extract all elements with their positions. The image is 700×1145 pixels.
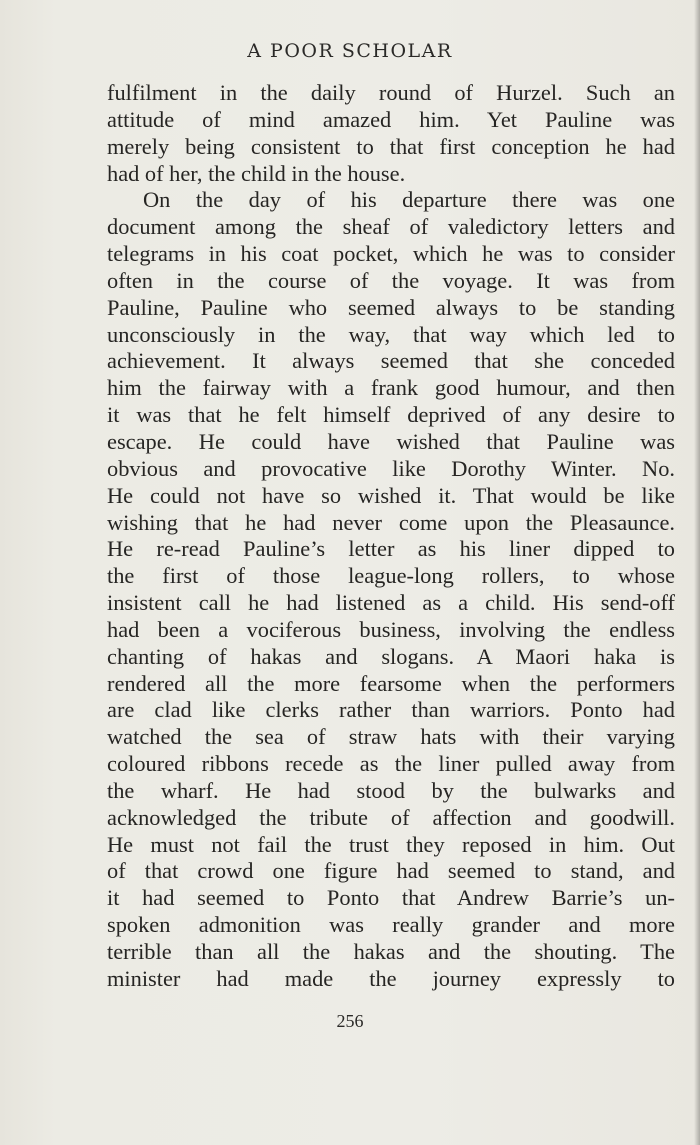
text-line: spoken admonition was really grander and more <box>107 912 675 938</box>
text-line: acknowledged the tribute of affection and goodwill. <box>107 804 675 830</box>
text-line: fulfilment in the daily round of Hurzel. Such an <box>107 80 675 105</box>
text-line: escape. He could have wished that Pauline was <box>107 428 675 454</box>
text-line: document among the sheaf of valedictory letters and <box>107 214 675 240</box>
page-edge-shadow <box>694 0 700 1145</box>
page-number: 256 <box>336 1011 364 1031</box>
paragraph-end-line: had of her, the child in the house. <box>107 160 406 186</box>
text-line: merely being consistent to that first conception he had <box>107 133 675 159</box>
text-line: terrible than all the hakas and the shouting. The <box>107 939 675 964</box>
text-line: obvious and provocative like Dorothy Winter. No. <box>107 455 675 481</box>
text-line: it was that he felt himself deprived of any desire to <box>107 402 675 428</box>
text-line: Pauline, Pauline who seemed always to be standing <box>107 294 675 320</box>
text-line: unconsciously in the way, that way which led to <box>107 321 675 347</box>
text-line: He re-read Pauline’s letter as his liner dipped to <box>107 536 675 562</box>
text-line: wishing that he had never come upon the Pleasaunce. <box>107 509 675 535</box>
text-line: achievement. It always seemed that she conceded <box>107 348 675 374</box>
text-line: chanting of hakas and slogans. A Maori haka is <box>107 643 675 669</box>
text-line: minister had made the journey expressly to <box>107 965 675 991</box>
text-line: often in the course of the voyage. It was from <box>107 267 675 293</box>
text-line: He could not have so wished it. That would be like <box>107 482 675 508</box>
text-line: telegrams in his coat pocket, which he was to consider <box>107 241 675 267</box>
text-line: it had seemed to Ponto that Andrew Barrie’s un- <box>107 885 675 911</box>
text-line: him the fairway with a frank good humour, and then <box>107 375 675 401</box>
paragraph-start-line: On the day of his departure there was one <box>143 187 675 213</box>
text-line: coloured ribbons recede as the liner pulled away from <box>107 751 675 777</box>
text-line: watched the sea of straw hats with their varying <box>107 724 675 750</box>
text-line: the first of those league-long rollers, to whose <box>107 563 675 589</box>
text-line: the wharf. He had stood by the bulwarks and <box>107 777 675 803</box>
text-line: attitude of mind amazed him. Yet Pauline was <box>107 106 675 132</box>
text-line: insistent call he had listened as a child. His send-off <box>107 590 675 616</box>
text-line: rendered all the more fearsome when the performers <box>107 670 675 696</box>
body-text <box>107 80 675 993</box>
running-head: A POOR SCHOLAR <box>247 40 453 62</box>
text-line: He must not fail the trust they reposed in him. Out <box>107 831 675 857</box>
text-line: had been a vociferous business, involving the endless <box>107 616 675 642</box>
text-line: are clad like clerks rather than warriors. Ponto had <box>107 697 675 723</box>
text-line: of that crowd one figure had seemed to stand, and <box>107 858 675 884</box>
